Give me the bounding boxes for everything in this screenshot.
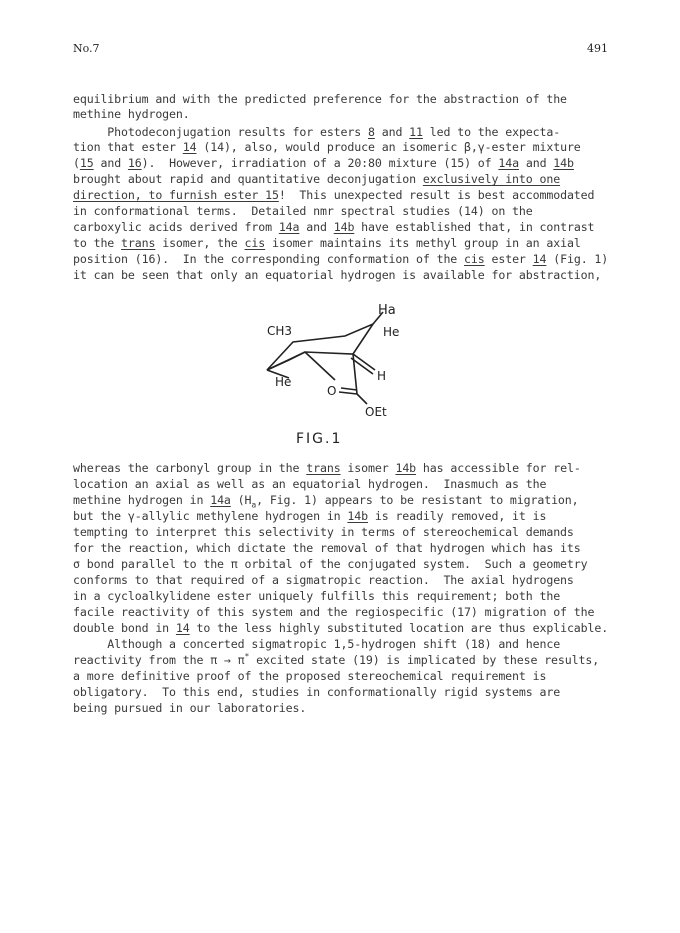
text-line: it can be seen that only an equatorial hydrogen is available for abstraction, [73, 268, 602, 282]
text-line: brought about rapid and quantitative deconjugation exclusively into one [73, 172, 561, 186]
text-line: in conformational terms. Detailed nmr spectral studies (14) on the [73, 204, 533, 218]
text-line: Photodeconjugation results for esters 8 and 11 led to the expecta- [73, 125, 561, 139]
text-line: tempting to interpret this selectivity in terms of stereochemical demands [73, 525, 574, 539]
text-line: methine hydrogen in 14a ($H_a$, Fig. 1) appears to be resistant to migration, [73, 493, 579, 510]
ring-bond [267, 352, 305, 370]
text-line: conforms to that required of a sigmatropic reaction. The axial hydrogens [73, 573, 574, 587]
text-line: for the reaction, which dictate the removal of that hydrogen which has its [73, 541, 581, 555]
label-he-top: He [383, 325, 400, 339]
text-line: to the trans isomer, the cis isomer maintains its methyl group in an axial [73, 236, 581, 250]
text-line: in a cycloalkylidene ester uniquely fulfills this requirement; both the [73, 589, 561, 603]
exocyclic-bond [305, 352, 335, 380]
journal-issue: No.7 [73, 42, 100, 55]
text-line: being pursued in our laboratories. [73, 701, 307, 715]
text-line: carboxylic acids derived from 14a and 14b have established that, in contrast [73, 220, 595, 234]
text-line: but the γ-allylic methylene hydrogen in 14b is readily removed, it is [73, 509, 547, 523]
label-he-left: He [275, 375, 292, 389]
label-oet: OEt [365, 405, 387, 419]
figure-1-structure [245, 296, 425, 426]
text-line: σ bond parallel to the π orbital of the conjugated system. Such a geometry [73, 557, 588, 571]
text-line: location an axial as well as an equatorial hydrogen. Inasmuch as the [73, 477, 547, 491]
text-line: a more definitive proof of the proposed stereochemical requirement is [73, 669, 547, 683]
label-o: O [327, 384, 337, 398]
text-line: (15 and 16). However, irradiation of a 20:80 mixture (15) of 14a and 14b [73, 156, 574, 170]
ester-bond [357, 394, 367, 404]
text-line: direction, to furnish ester 15! This unexpected result is best accommodated [73, 188, 595, 202]
text-line: Although a concerted sigmatropic 1,5-hydrogen shift (18) and hence [73, 637, 561, 651]
text-line: facile reactivity of this system and the regiospecific (17) migration of the [73, 605, 595, 619]
text-line: methine hydrogen. [73, 107, 190, 121]
label-ha: Ha [378, 303, 396, 318]
page-number: 491 [587, 42, 608, 55]
text-line: tion that ester 14 (14), also, would produce an isomeric β,γ-ester mixture [73, 140, 581, 154]
carbonyl-bond [341, 388, 357, 390]
label-h: H [377, 369, 387, 383]
figure-caption: FIG.1 [296, 431, 343, 447]
text-line: double bond in 14 to the less highly substituted location are thus explicable. [73, 621, 609, 635]
text-line: whereas the carbonyl group in the trans isomer 14b has accessible for rel- [73, 461, 581, 475]
carbonyl-bond [339, 392, 357, 394]
label-ch3: CH3 [267, 324, 293, 338]
text-line: obligatory. To this end, studies in conformationally rigid systems are [73, 685, 561, 699]
text-line: reactivity from the π → π* excited state (19) is implicated by these results, [73, 652, 600, 667]
text-line: equilibrium and with the predicted preference for the abstraction of the [73, 92, 567, 106]
text-line: position (16). In the corresponding conformation of the cis ester 14 (Fig. 1) [73, 252, 609, 266]
